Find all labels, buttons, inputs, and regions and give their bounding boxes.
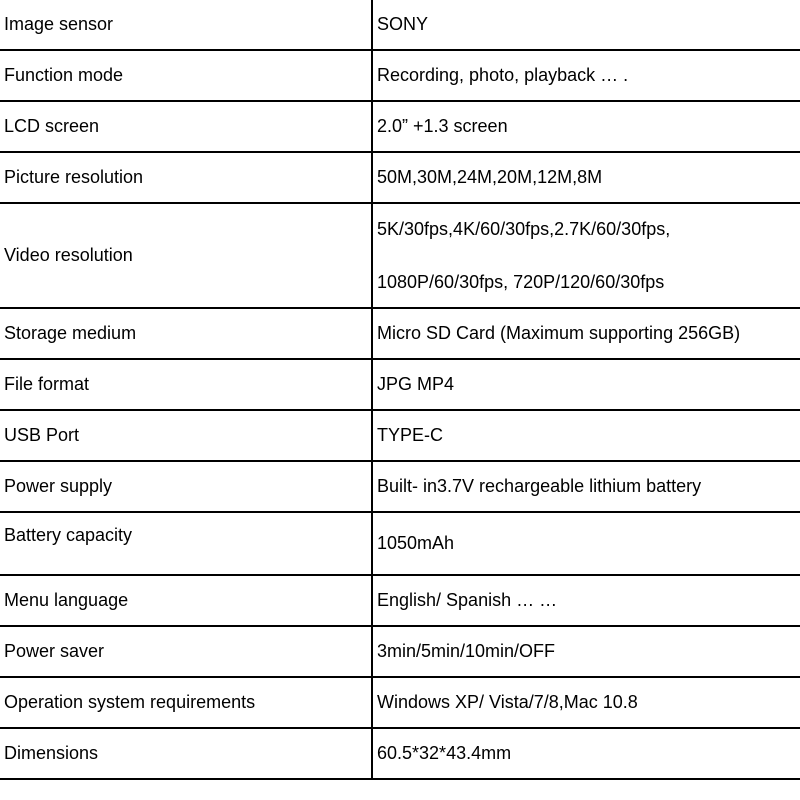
spec-value (372, 461, 800, 512)
spec-value-line: 1050mAh (377, 533, 455, 553)
spec-label: File format (0, 359, 372, 410)
spec-value (372, 0, 800, 50)
spec-value-line: Windows XP/ Vista/7/8,Mac 10.8 (377, 692, 638, 712)
spec-label: Power supply (0, 461, 372, 512)
spec-value (372, 410, 800, 461)
spec-value (372, 728, 800, 779)
spec-value-line: Micro SD Card (Maximum supporting 256GB) (377, 323, 741, 343)
spec-row (0, 0, 800, 50)
spec-label: Power saver (0, 626, 372, 677)
spec-value (372, 359, 800, 410)
spec-value (372, 575, 800, 626)
spec-value (372, 101, 800, 152)
spec-label: Storage medium (0, 308, 372, 359)
spec-label: Menu language (0, 575, 372, 626)
spec-value (372, 50, 800, 101)
spec-value-line: 50M,30M,24M,20M,12M,8M (377, 167, 603, 187)
spec-label: Function mode (0, 50, 372, 101)
spec-label: LCD screen (0, 101, 372, 152)
spec-row (0, 152, 800, 203)
spec-row (0, 461, 800, 512)
spec-row (0, 50, 800, 101)
spec-label: Image sensor (0, 0, 372, 50)
spec-row (0, 677, 800, 728)
spec-value (372, 152, 800, 203)
spec-value-line: Built- in3.7V rechargeable lithium battery (377, 476, 702, 496)
spec-value-line: 60.5*32*43.4mm (377, 743, 512, 763)
spec-value (372, 677, 800, 728)
spec-row (0, 728, 800, 779)
spec-label: Picture resolution (0, 152, 372, 203)
spec-label: Dimensions (0, 728, 372, 779)
spec-value-line: 2.0” +1.3 screen (377, 116, 508, 136)
spec-value (372, 203, 800, 308)
spec-value (372, 626, 800, 677)
spec-value-line: 5K/30fps,4K/60/30fps,2.7K/60/30fps, (377, 218, 671, 239)
spec-value-line: English/ Spanish … … (377, 590, 558, 610)
spec-row (0, 626, 800, 677)
spec-row (0, 410, 800, 461)
spec-label: Operation system requirements (0, 677, 372, 728)
spec-label: Video resolution (0, 203, 372, 308)
spec-row (0, 101, 800, 152)
spec-value-line: SONY (377, 14, 429, 34)
spec-value-line: Recording, photo, playback … . (377, 65, 629, 85)
spec-label: USB Port (0, 410, 372, 461)
spec-value (372, 512, 800, 575)
spec-value-line: 1080P/60/30fps, 720P/120/60/30fps (377, 271, 665, 292)
spec-row (0, 512, 800, 575)
spec-value (372, 308, 800, 359)
spec-value-line: JPG MP4 (377, 374, 455, 394)
spec-label: Battery capacity (0, 512, 372, 575)
spec-row (0, 575, 800, 626)
spec-value-line: TYPE-C (377, 425, 444, 445)
spec-row (0, 203, 800, 308)
spec-row (0, 359, 800, 410)
spec-value-line: 3min/5min/10min/OFF (377, 641, 556, 661)
spec-row (0, 308, 800, 359)
